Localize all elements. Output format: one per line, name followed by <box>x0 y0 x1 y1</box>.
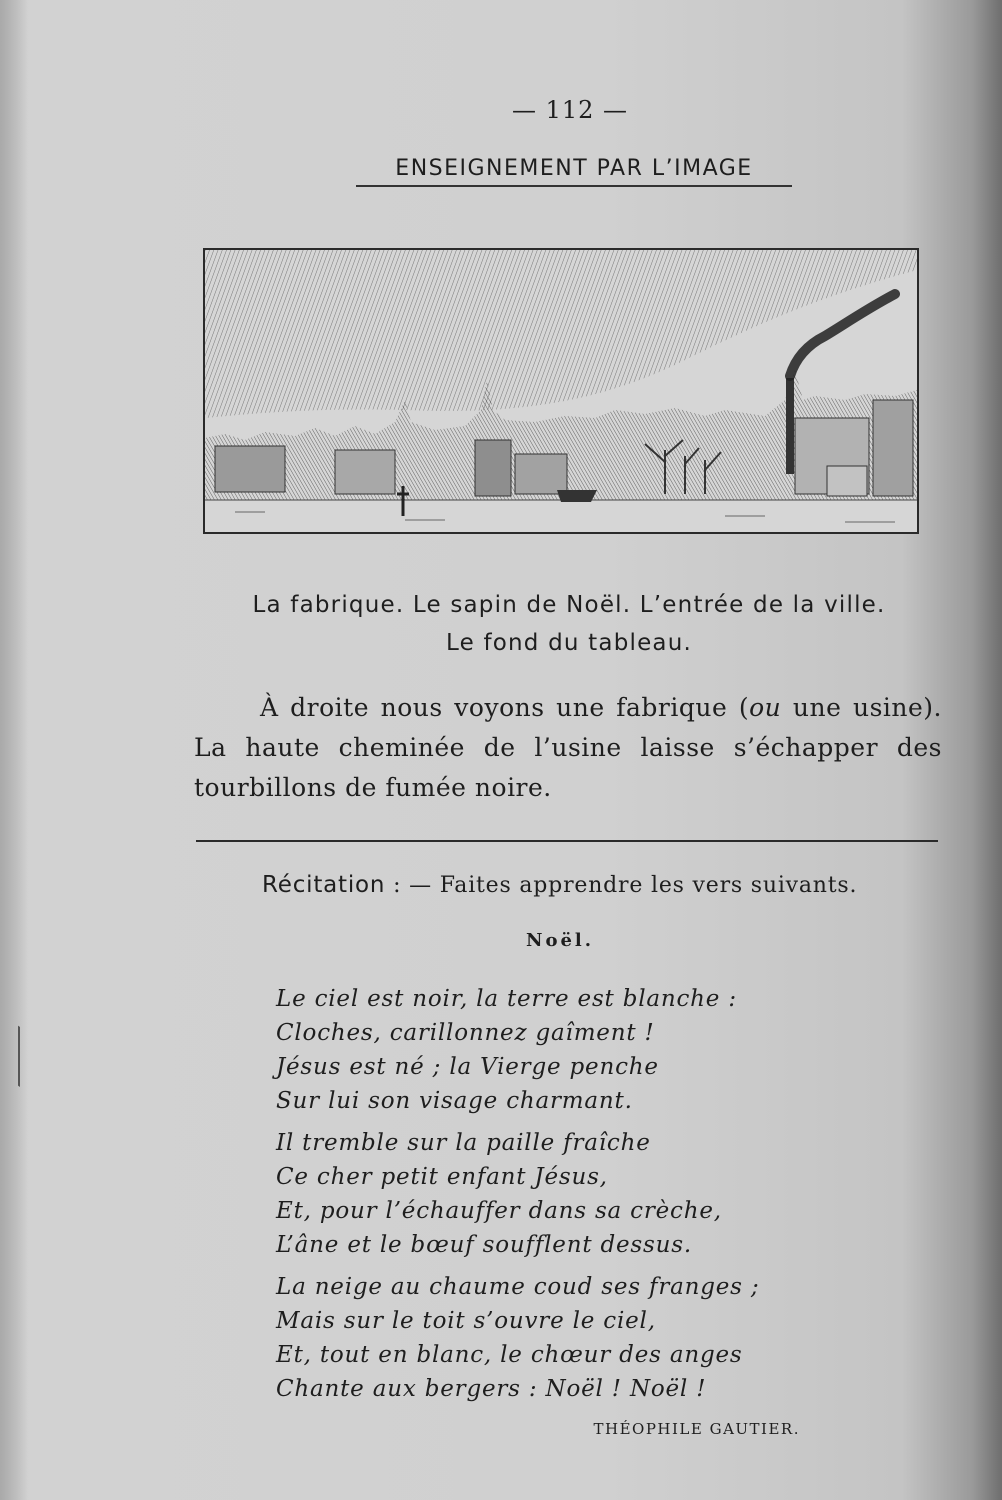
poem-stanza-3 <box>276 1270 796 1406</box>
caption-line-2: Le fond du tableau. <box>445 630 693 656</box>
church <box>475 440 511 496</box>
winter-town-engraving <box>205 250 917 532</box>
poem-line: Et, pour l’échauffer dans sa crèche, <box>276 1198 722 1224</box>
poem-line: Jésus est né ; la Vierge penche <box>276 1054 659 1080</box>
factory-chimney <box>786 378 794 474</box>
tall-building <box>873 400 913 496</box>
section-title: ENSEIGNEMENT PAR L’IMAGE <box>356 156 792 187</box>
poem-stanza-2 <box>276 1126 796 1262</box>
paragraph-part-1: À droite nous voyons une fabrique ( <box>260 693 750 722</box>
house-left <box>215 446 285 492</box>
house-mid-left <box>335 450 395 494</box>
poem-line: Cloches, carillonnez gaîment ! <box>276 1020 655 1046</box>
poem-line: Chante aux bergers : Noël ! Noël ! <box>276 1376 707 1402</box>
description-paragraph <box>194 688 942 808</box>
poem-line: Il tremble sur la paille fraîche <box>276 1130 651 1156</box>
caption-line-1: La fabrique. Le sapin de Noël. L’entrée de la ville. <box>252 592 886 618</box>
poem-line: L’âne et le bœuf soufflent dessus. <box>276 1232 692 1258</box>
poem-line: Le ciel est noir, la terre est blanche : <box>276 986 737 1012</box>
recitation-instruction: Faites apprendre les vers suivants. <box>439 873 858 898</box>
factory-annex <box>827 466 867 496</box>
poem-line: Mais sur le toit s’ouvre le ciel, <box>276 1308 656 1334</box>
illustration-caption <box>196 586 942 662</box>
poem-line: Et, tout en blanc, le chœur des anges <box>276 1342 743 1368</box>
ground-marks <box>235 512 895 522</box>
page-gutter-shadow <box>0 0 28 1500</box>
horse-sleigh <box>557 490 597 502</box>
recitation-label: Récitation <box>262 872 386 898</box>
paragraph-italic-word: ou <box>749 693 782 722</box>
chimney-smoke <box>790 294 895 376</box>
house-center <box>515 454 567 494</box>
poem-stanza-1 <box>276 982 796 1118</box>
section-divider <box>196 840 938 842</box>
paragraph-part-2: une usine). La haute cheminée de l’usine laisse s’échapper des tourbillons de fumée noire. <box>194 693 942 802</box>
recitation-line <box>262 872 942 898</box>
sky-hatching <box>205 250 917 418</box>
poem-title: Noël. <box>525 930 594 951</box>
poem-line: Ce cher petit enfant Jésus, <box>276 1164 608 1190</box>
engraving-illustration <box>203 248 919 534</box>
poem-line: Sur lui son visage charmant. <box>276 1088 633 1114</box>
poem-line: La neige au chaume coud ses franges ; <box>276 1274 760 1300</box>
recitation-separator: : — <box>385 873 440 898</box>
poem-author: THÉOPHILE GAUTIER. <box>593 1420 800 1438</box>
page-number: — 112 — <box>511 96 629 124</box>
